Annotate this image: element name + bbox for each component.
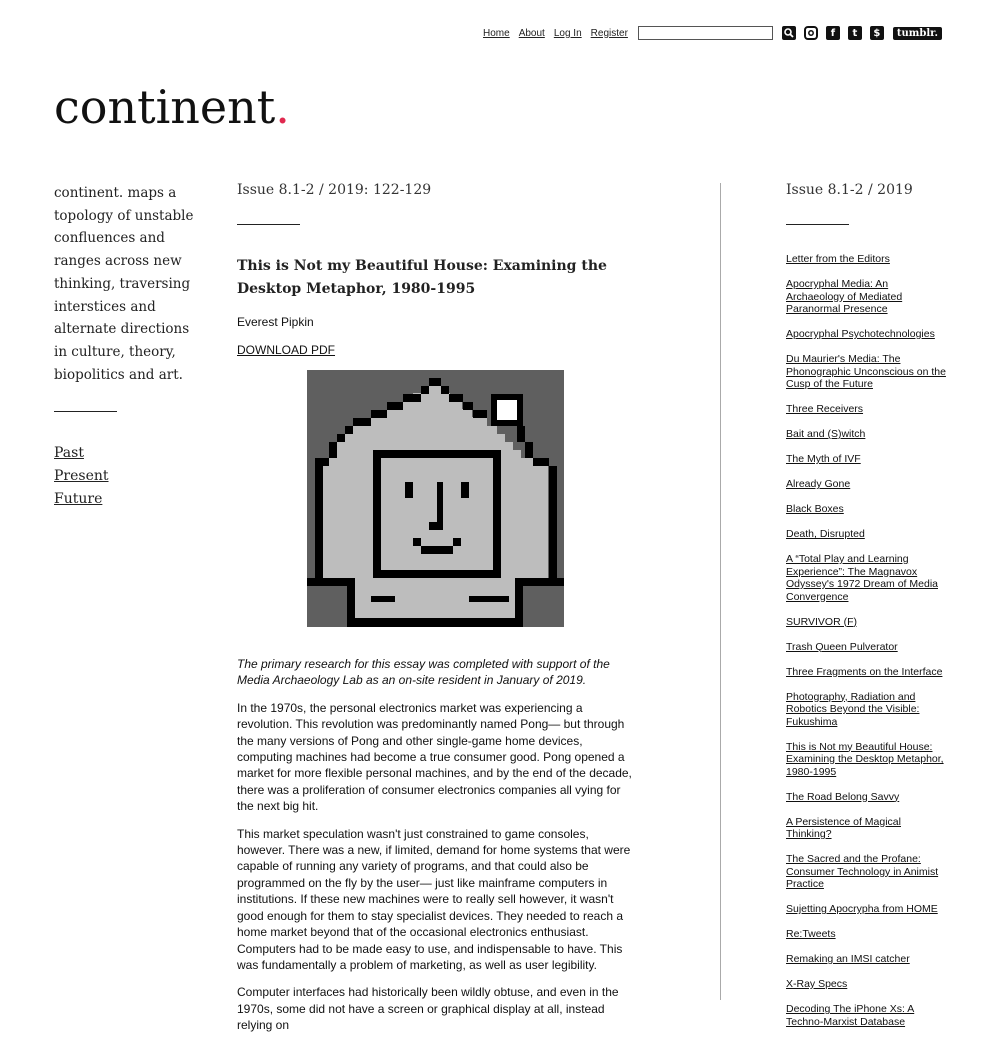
column-divider	[720, 183, 721, 1000]
toc-link[interactable]: Apocryphal Psychotechnologies	[786, 328, 935, 340]
toc-link[interactable]: This is Not my Beautiful House: Examining the Desktop Metaphor, 1980-1995	[786, 740, 944, 778]
toc-link[interactable]: Re:Tweets	[786, 928, 836, 940]
nav-link-home[interactable]: Home	[483, 27, 510, 39]
divider-rule	[54, 411, 117, 412]
toc-link[interactable]: Du Maurier's Media: The Phonographic Unconscious on the Cusp of the Future	[786, 353, 946, 390]
article-paragraph: Computer interfaces had historically been wildly obtuse, and even in the 1970s, some did not have a screen or graphical display at all, instead relying on	[237, 985, 619, 1033]
dollar-icon[interactable]: $	[870, 26, 884, 40]
social-icons	[782, 26, 884, 40]
nav-link-present[interactable]: Present	[54, 468, 109, 485]
toc-link[interactable]: Decoding The iPhone Xs: A Techno-Marxist Database	[786, 1003, 915, 1028]
toc-link[interactable]: Apocryphal Media: An Archaeology of Mediated Paranormal Presence	[786, 278, 903, 315]
search-icon[interactable]	[782, 26, 796, 40]
toc-link[interactable]: Already Gone	[786, 478, 851, 490]
toc-link[interactable]: The Myth of IVF	[786, 453, 861, 465]
issue-toc	[786, 182, 946, 1041]
download-pdf-link[interactable]: DOWNLOAD PDF	[237, 343, 336, 357]
instagram-icon[interactable]	[804, 26, 818, 40]
site-tagline: continent. maps a topology of unstable confluences and ranges across new thinking, traversing interstices and alternate directions in culture, theory, biopolitics and art.	[54, 185, 194, 383]
article-intro: The primary research for this essay was completed with support of the Media Archaeology Lab as an on-site resident in January of 2019.	[237, 657, 610, 688]
toc-link[interactable]: A Persistence of Magical Thinking?	[786, 815, 901, 840]
toc-link[interactable]: A “Total Play and Learning Experience”: The Magnavox Odyssey's 1972 Dream of Media Convergence	[786, 553, 938, 603]
nav-link-login[interactable]: Log In	[553, 27, 582, 39]
toc-link[interactable]: Sujetting Apocrypha from HOME	[786, 903, 938, 915]
twitter-icon[interactable]: t	[848, 26, 862, 40]
toc-link[interactable]: X-Ray Specs	[786, 978, 848, 990]
toc-link[interactable]: Remaking an IMSI catcher	[786, 953, 910, 965]
toc-link[interactable]: SURVIVOR (F)	[786, 615, 857, 628]
logo-text: continent	[54, 80, 276, 134]
happy-mac-house-icon	[307, 370, 564, 627]
nav-link-past[interactable]: Past	[54, 445, 84, 462]
toc-link[interactable]: Trash Queen Pulverator	[786, 640, 898, 653]
toc-link[interactable]: Photography, Radiation and Robotics Beyond the Visible: Fukushima	[786, 690, 920, 728]
article-paragraph: This market speculation wasn't just constrained to game consoles, however. There was a new, if limited, demand for home systems that were capable of running any variety of programs, and that could also be programmed on the fly by the user— just like mainframe computers in institutions. If these new machines were to really sell however, it wasn't good enough for them to stay specialist devices. They needed to reach a home market beyond that of the occasional electronics enthusiast. Computers had to be made easy to use, and indispensable to have. This was fundamentally a problem of marketing, as well as user legibility.	[237, 826, 631, 972]
article-author: Everest Pipkin	[237, 315, 314, 329]
search-input[interactable]	[638, 26, 773, 40]
logo-dot: .	[275, 80, 290, 134]
left-sidebar	[54, 182, 194, 510]
article-issue: Issue 8.1-2 / 2019: 122-129	[237, 182, 432, 198]
toc-link[interactable]: Black Boxes	[786, 503, 844, 515]
toc-link[interactable]: The Sacred and the Profane: Consumer Technology in Animist Practice	[786, 853, 939, 890]
divider-rule	[237, 224, 300, 225]
toc-link[interactable]: Death, Disrupted	[786, 528, 865, 540]
nav-link-about[interactable]: About	[518, 27, 545, 39]
time-nav	[54, 442, 194, 510]
toc-link[interactable]: Letter from the Editors	[786, 253, 890, 265]
toc-list	[786, 253, 946, 1028]
tumblr-link[interactable]: tumblr.	[893, 27, 942, 40]
article-paragraph: In the 1970s, the personal electronics market was experiencing a revolution. This revolution was predominantly named Pong— but through the many versions of Pong and other single-game home devices, computing machines had become a true consumer good. Pong opened a market for more flexible personal machines, and by the end of the decade, there was a proliferation of consumer electronics companies all vying for the next big hit.	[237, 700, 632, 814]
nav-link-register[interactable]: Register	[590, 27, 628, 39]
site-logo[interactable]	[54, 80, 290, 134]
toc-link[interactable]: Bait and (S)witch	[786, 428, 866, 440]
top-nav	[483, 25, 942, 41]
toc-issue: Issue 8.1-2 / 2019	[786, 182, 913, 198]
article-title: This is Not my Beautiful House: Examining the Desktop Metaphor, 1980-1995	[237, 258, 607, 297]
divider-rule	[786, 224, 849, 225]
toc-link[interactable]: Three Fragments on the Interface	[786, 665, 943, 678]
toc-link[interactable]: The Road Belong Savvy	[786, 790, 900, 803]
nav-link-future[interactable]: Future	[54, 490, 103, 507]
toc-link[interactable]: Three Receivers	[786, 403, 864, 415]
article	[237, 182, 633, 1034]
facebook-icon[interactable]: f	[826, 26, 840, 40]
